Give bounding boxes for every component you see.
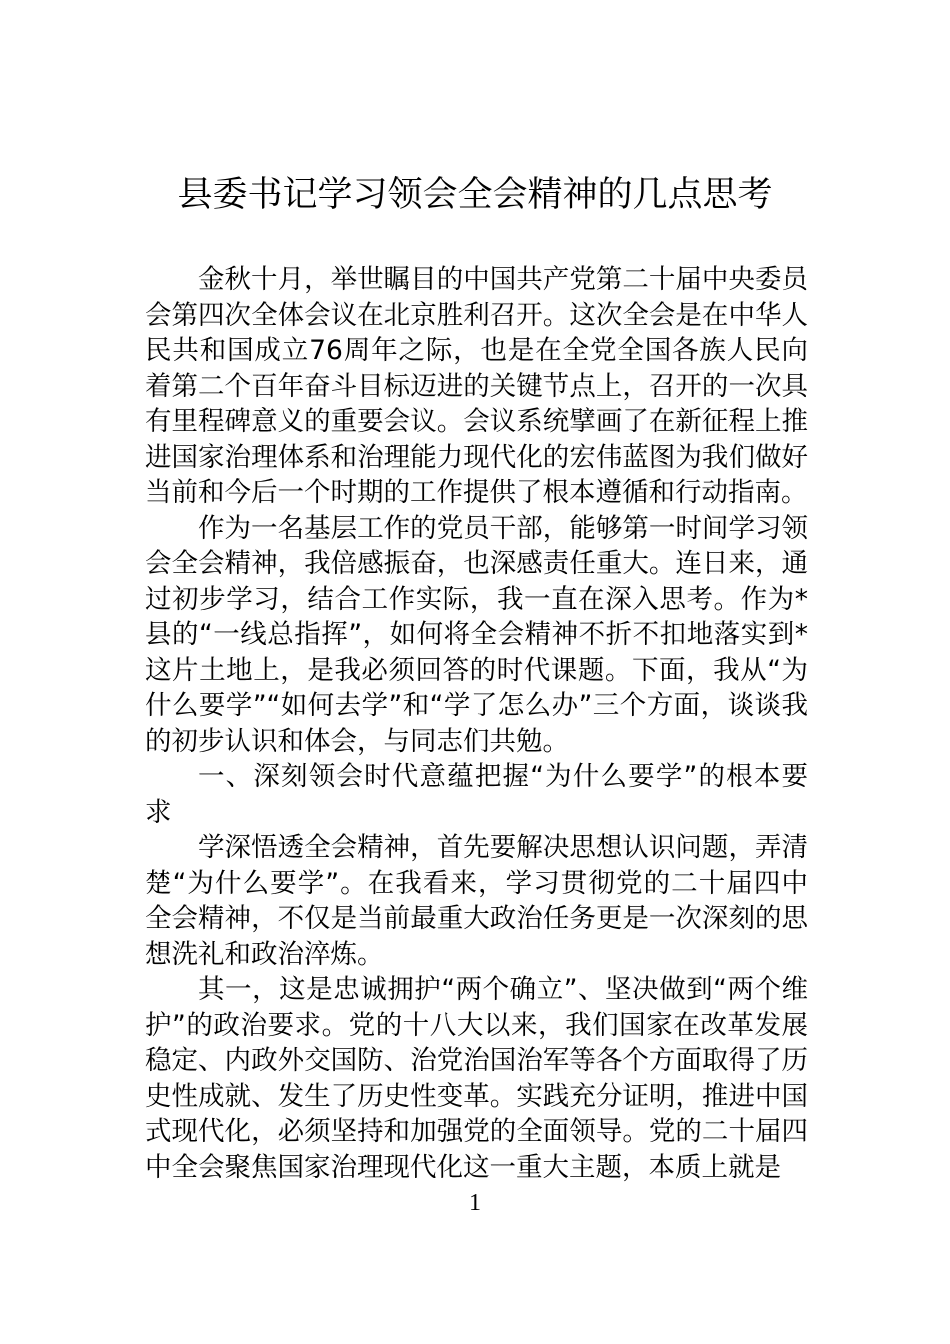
page-number: 1 [469, 1190, 481, 1216]
paragraph-section-1-intro: 学深悟透全会精神，首先要解决思想认识问题，弄清楚“为什么要学”。在我看来，学习贯彻党的二十届四中全会精神，不仅是当前最重大政治任务更是一次深刻的思想洗礼和政治淬炼。 [145, 832, 808, 970]
paragraph-author-context: 作为一名基层工作的党员干部，能够第一时间学习领会全会精神，我倍感振奋，也深感责任重大。连日来，通过初步学习，结合工作实际，我一直在深入思考。作为*县的“一线总指挥”，如何将全会精神不折不扣地落实到*这片土地上，是我必须回答的时代课题。下面，我从“为什么要学”“如何去学”和“学了怎么办”三个方面，谈谈我的初步认识和体会，与同志们共勉。 [145, 512, 808, 757]
paragraph-intro: 金秋十月，举世瞩目的中国共产党第二十届中央委员会第四次全体会议在北京胜利召开。这次全会是在中华人民共和国成立76周年之际，也是在全党全国各族人民向着第二个百年奋斗目标迈进的关键节点上，召开的一次具有里程碑意义的重要会议。会议系统擘画了在新征程上推进国家治理体系和治理能力现代化的宏伟蓝图为我们做好当前和今后一个时期的工作提供了根本遵循和行动指南。 [145, 264, 808, 508]
document-body [145, 262, 808, 1185]
paragraph-point-1: 其一，这是忠诚拥护“两个确立”、坚决做到“两个维护”的政治要求。党的十八大以来，我们国家在改革发展稳定、内政外交国防、治党治国治军等各个方面取得了历史性成就、发生了历史性变革。实践充分证明，推进中国式现代化，必须坚持和加强党的全面领导。党的二十届四中全会聚焦国家治理现代化这一重大主题，本质上就是 [145, 974, 808, 1183]
section-heading-1: 一、深刻领会时代意蕴把握“为什么要学”的根本要求 [145, 761, 808, 828]
page-title: 县委书记学习领会全会精神的几点思考 [177, 175, 773, 215]
